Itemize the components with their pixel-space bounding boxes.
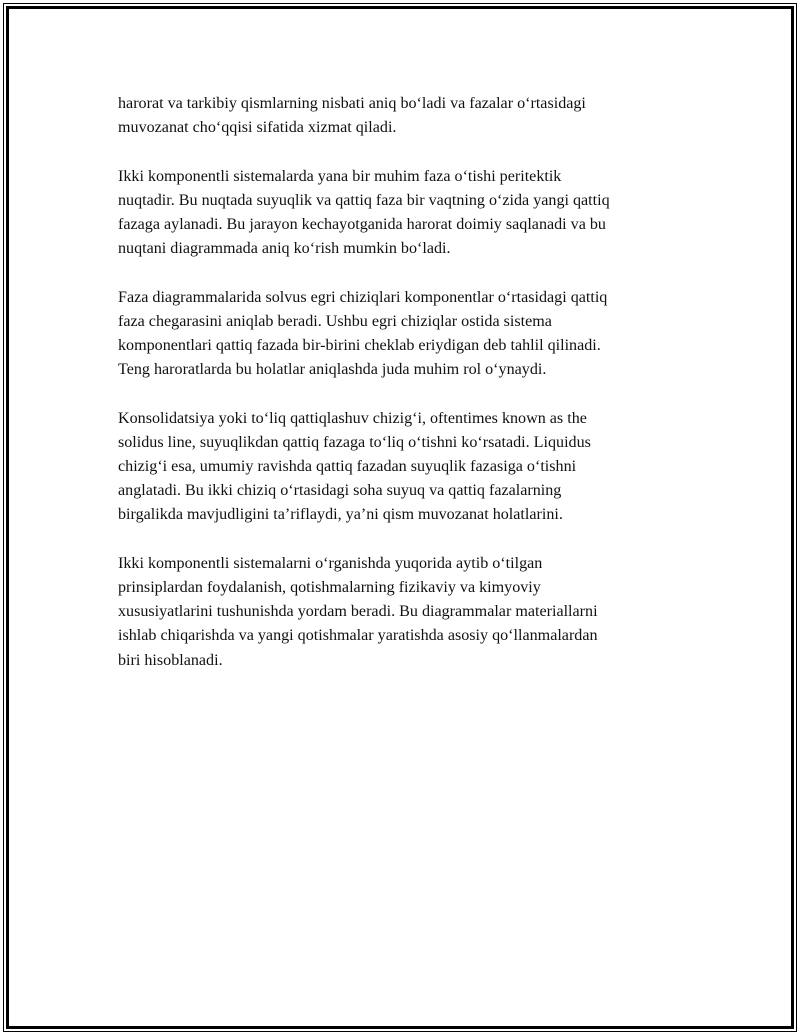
paragraph-2: Ikki komponentli sistemalarda yana bir muhim faza o‘tishi peritektik nuqtadir. Bu nuqtada suyuqlik va qattiq faza bir vaqtning o‘zida yangi qattiq fazaga aylanadi. Bu jarayon kechayotganida harorat doimiy saqlanadi va bu nuqtani diagrammada aniq ko‘rish mumkin bo‘ladi. [118,167,610,258]
paragraph-5: Ikki komponentli sistemalarni o‘rganishda yuqorida aytib o‘tilgan prinsiplardan foydalanish, qotishmalarning fizikaviy va kimyoviy xususiyatlarini tushunishda yordam beradi. Bu diagrammalar materiallarni ishlab chiqarishda va yangi qotishmalar yaratishda asosiy qo‘llanmalardan biri hisoblanadi. [118,554,598,669]
paragraph-4: Konsolidatsiya yoki to‘liq qattiqlashuv chizig‘i, oftentimes known as the solidus line, suyuqlikdan qattiq fazaga to‘liq o‘tishni ko‘rsatadi. Liquidus chizig‘i esa, umumiy ravishda qattiq fazadan suyuqlik fazasiga o‘tishni anglatadi. Bu ikki chiziq o‘rtasidagi soha suyuq va qattiq fazalarning birgalikda mavjudligini ta’riflaydi, ya’ni qism muvozanat holatlarini. [118,409,591,524]
paragraph-3: Faza diagrammalarida solvus egri chiziqlari komponentlar o‘rtasidagi qattiq faza chegarasini aniqlab beradi. Ushbu egri chiziqlar ostida sistema komponentlari qattiq fazada bir-birini cheklab eriydigan deb tahlil qilinadi. Teng haroratlarda bu holatlar aniqlashda juda muhim rol o‘ynaydi. [118,288,608,379]
paragraph-1: harorat va tarkibiy qismlarning nisbati aniq bo‘ladi va fazalar o‘rtasidagi muvozanat cho‘qqisi sifatida xizmat qiladi. [118,95,586,137]
document-body [118,92,688,697]
